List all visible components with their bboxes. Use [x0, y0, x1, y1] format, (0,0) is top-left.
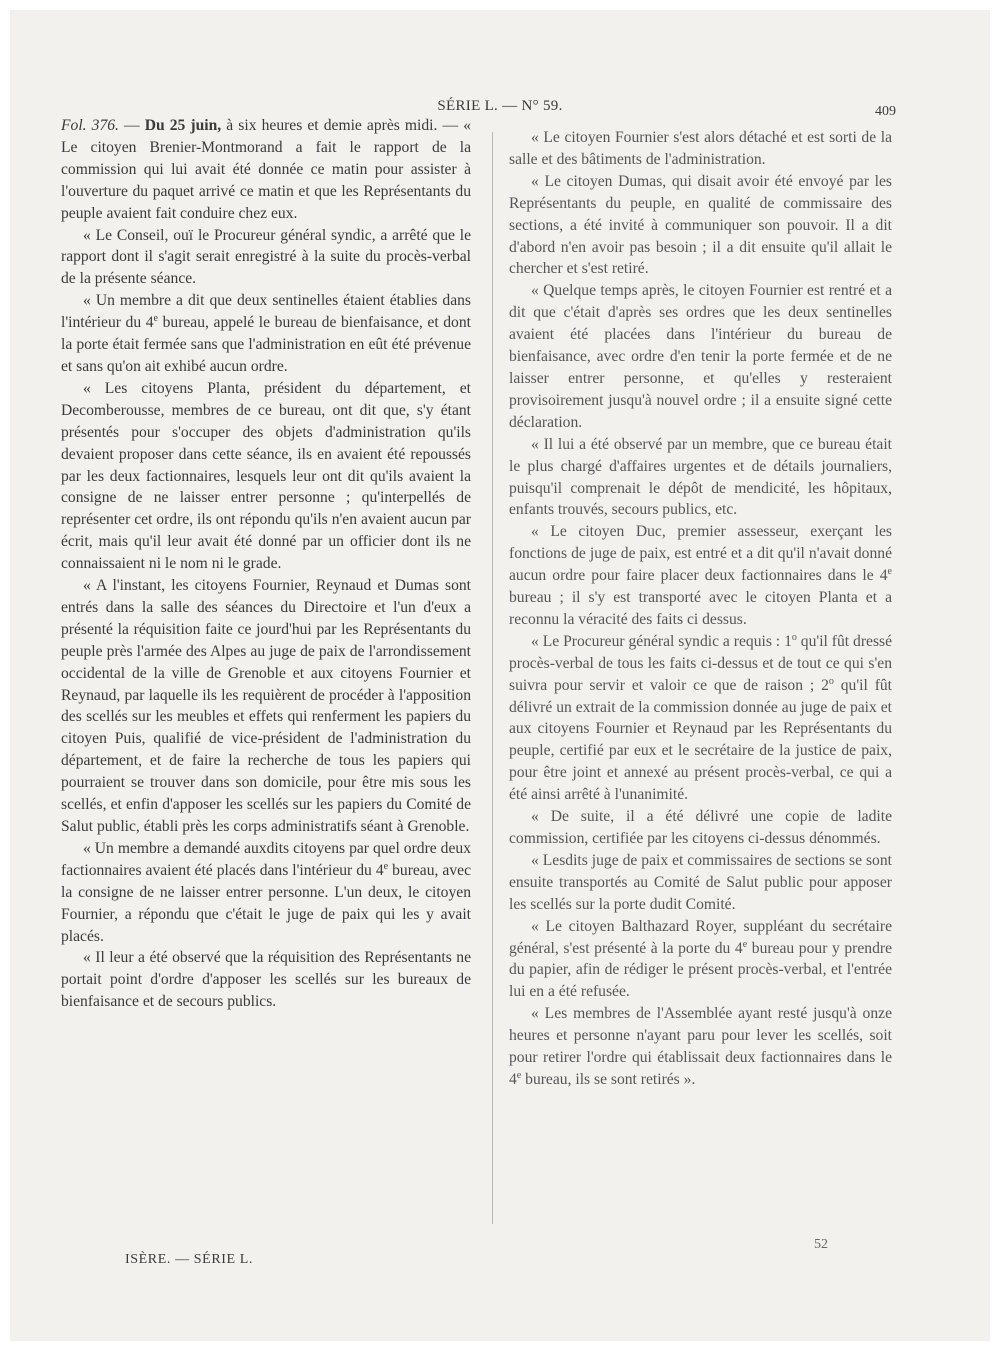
- document-page: [10, 10, 990, 1341]
- page-number-bottom: 52: [814, 1237, 828, 1252]
- paragraph: « A l'instant, les citoyens Fournier, Reynaud et Dumas sont entrés dans la salle des séances du Directoire et l'un d'eux a présenté la réquisition faite ce jourd'hui par les Représentants du peuple près l'armée des Alpes au juge de paix de l'arrondissement occidental de la ville de Grenoble et aux citoyens Fournier et Reynaud, par laquelle ils les requièrent de procéder à l'apposition des scellés sur les meubles et effets qui renferment les papiers du citoyen Puis, qualifié de vice-président de l'administration du département, et de faire la recherche de tous les papiers qui pourraient se trouver dans son domicile, pour être mis sous les scellés, et enfin d'apposer les scellés sur les papiers du Comité de Salut public, établi près les corps administratifs séant à Grenoble.: [61, 577, 471, 835]
- paragraph: « Le citoyen Fournier s'est alors détaché et est sorti de la salle et des bâtiments de l'administration.: [509, 129, 892, 168]
- paragraph: « Le Conseil, ouï le Procureur général syndic, a arrêté que le rapport dont il s'agit serait enregistré à la suite du procès-verbal de la présente séance.: [61, 226, 471, 288]
- paragraph: « Quelque temps après, le citoyen Fournier est rentré et a dit que c'était d'après ses ordres que les deux sentinelles avaient été placées dans l'intérieur du bureau de bienfaisance, avec ordre d'en tenir la porte fermée et de ne laisser entrer personne, et qu'elles y resteraient provisoirement jusqu'à nouvel ordre ; il a ensuite signé cette déclaration.: [509, 282, 892, 431]
- paragraph: Fol. 376. — Du 25 juin, à six heures et demie après midi. — « Le citoyen Brenier-Montmorand a fait le rapport de la commission qui lui avait été donnée ce matin pour assister à l'ouverture du paquet arrivé ce matin et que les Représentants du peuple avaient fait conduire chez eux.: [61, 117, 471, 222]
- right-column: [509, 127, 892, 1091]
- paragraph: « Les citoyens Planta, président du département, et Decomberousse, membres de ce bureau, ont dit que, s'y étant présentés pour s'occuper des objets d'administration qu'ils devaient proposer dans cette séance, ils en avaient été repoussés par les deux factionnaires, lesquels leur ont dit qu'ils avaient la consigne de ne laisser entrer personne ; qu'interpellés de représenter cet ordre, ils ont répondu qu'ils n'en avaient aucun par écrit, mais qu'il leur avait été donné par un officier dont ils ne connaissaient ni le nom ni le grade.: [61, 379, 471, 573]
- paragraph: « Le Procureur général syndic a requis : 1$^o$ qu'il fût dressé procès-verbal de tous les faits ci-dessus et de tout ce qui s'en suivra pour servir et valoir ce que de raison ; 2$^o$ qu'il fût délivré un extrait de la commission donnée au juge de paix et aux citoyens Fournier et Reynaud par les Représentants du peuple, certifié par eux et le secrétaire de la justice de paix, pour être joint et annexé au présent procès-verbal, ce qui a été ainsi arrêté à l'unanimité.: [509, 631, 893, 804]
- page-number-top: 409: [875, 104, 896, 119]
- paragraph: « De suite, il a été délivré une copie de ladite commission, certifiée par les citoyens ci-dessus dénommés.: [509, 808, 892, 847]
- left-column: [61, 115, 471, 1013]
- paragraph: « Les membres de l'Assemblée ayant resté jusqu'à onze heures et personne n'ayant paru pour lever les scellés, soit pour retirer l'ordre qui établissait deux factionnaires dans le 4e bureau, ils se sont retirés ».: [509, 1005, 892, 1088]
- page-header: SÉRIE L. — N° 59.: [437, 98, 563, 114]
- entry-date: Du 25 juin,: [144, 117, 222, 134]
- paragraph: « Un membre a dit que deux sentinelles étaient établies dans l'intérieur du 4e bureau, appelé le bureau de bienfaisance, et dont la porte était fermée sans que l'administration en eût été prévenue et sans qu'on ait exhibé aucun ordre.: [61, 292, 471, 375]
- folio-reference: Fol. 376.: [61, 117, 119, 134]
- paragraph: « Le citoyen Balthazard Royer, suppléant du secrétaire général, s'est présenté à la porte du 4e bureau pour y prendre du papier, afin de rédiger le présent procès-verbal, et l'entrée lui en a été refusée.: [509, 917, 893, 1001]
- paragraph: « Lesdits juge de paix et commissaires de sections se sont ensuite transportés au Comité de Salut public pour apposer les scellés sur la porte dudit Comité.: [509, 851, 892, 913]
- footer-series: ISÈRE. — SÉRIE L.: [125, 1252, 254, 1267]
- paragraph: « Le citoyen Duc, premier assesseur, exerçant les fonctions de juge de paix, est entré et a dit qu'il n'avait donné aucun ordre pour faire placer deux factionnaires dans le 4e bureau ; il s'y est transporté avec le citoyen Planta et a reconnu la véracité des faits ci dessus.: [509, 523, 892, 628]
- paragraph: « Le citoyen Dumas, qui disait avoir été envoyé par les Représentants du peuple, en qualité de commissaire des sections, a été invité à communiquer son pouvoir. Il a dit d'abord n'en avoir pas besoin ; il a dit ensuite qu'il allait le chercher et s'est retiré.: [509, 172, 892, 278]
- paragraph: « Il lui a été observé par un membre, que ce bureau était le plus chargé d'affaires urgentes et de détails journaliers, puisqu'il comprenait le dépôt de mendicité, les hôpitaux, enfants trouvés, secours publics, etc.: [509, 435, 892, 519]
- column-divider: [492, 132, 493, 1224]
- paragraph: « Il leur a été observé que la réquisition des Représentants ne portait point d'ordre d'apposer les scellés sur les bureaux de bienfaisance et de secours publics.: [61, 949, 471, 1011]
- paragraph: « Un membre a demandé auxdits citoyens par quel ordre deux factionnaires avaient été placés dans l'intérieur du 4e bureau, avec la consigne de ne laisser entrer personne. L'un deux, le citoyen Fournier, a répondu que c'était le juge de paix qui les y avait placés.: [61, 839, 471, 945]
